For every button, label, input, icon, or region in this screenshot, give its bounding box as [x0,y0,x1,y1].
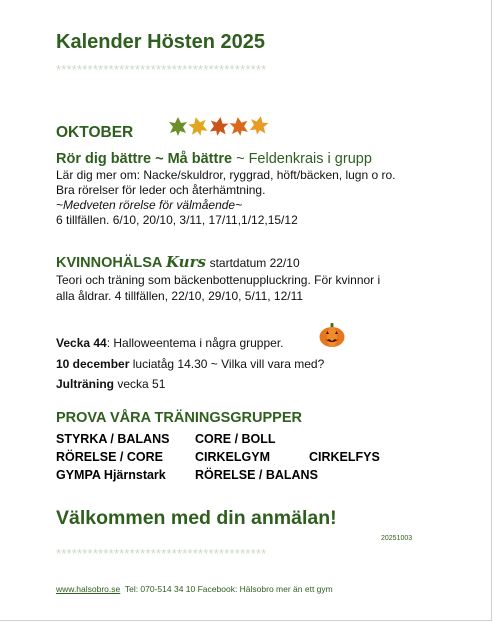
kurs-label: Kurs [165,253,206,271]
event-vecka-44 [56,336,284,351]
footer-contact: Tel: 070-514 34 10 Facebook: Hälsobro mer än ett gym [120,584,333,594]
group-cell: RÖRELSE / CORE [56,450,163,464]
website-link[interactable]: www.halsobro.se [56,584,121,594]
event-jultraning-text: vecka 51 [114,377,166,391]
feldenkrais-line-3: ~Medveten rörelse för välmående~ [56,198,243,212]
event-vecka-44-label: Vecka 44 [56,336,107,350]
event-jultraning [56,377,165,392]
event-vecka-44-text: : Halloweentema i några grupper. [106,336,284,350]
event-lucia [56,357,324,372]
divider-bottom: **************************************** [56,546,267,561]
divider-top: **************************************** [56,62,267,77]
kvinnohalsa-start: startdatum 22/10 [209,256,300,270]
feldenkrais-heading [56,151,372,167]
group-cell: GYMPA Hjärnstark [56,468,166,482]
feldenkrais-title: Rör dig bättre ~ Må bättre [56,151,233,167]
group-cell: CIRKELGYM [195,450,270,464]
feldenkrais-dates: 6 tillfällen. 6/10, 20/10, 3/11, 17/11,1/12,15/12 [56,213,298,227]
feldenkrais-subtitle: Feldenkrais i grupp [248,151,372,167]
group-cell: RÖRELSE / BALANS [195,468,318,482]
autumn-leaves-icon [168,115,272,137]
page-title: Kalender Hösten 2025 [56,31,265,53]
group-cell: STYRKA / BALANS [56,432,170,446]
feldenkrais-line-1: Lär dig mer om: Nacke/skuldror, ryggrad, höft/bäcken, lugn o ro. [56,168,396,182]
kvinnohalsa-title: KVINNOHÄLSA [56,255,163,271]
groups-heading: PROVA VÅRA TRÄNINGSGRUPPER [56,410,302,426]
october-heading: OKTOBER [56,124,134,141]
feldenkrais-line-2: Bra rörelser för leder och återhämtning. [56,183,266,197]
event-lucia-label: 10 december [56,357,130,371]
group-cell: CIRKELFYS [309,450,380,464]
event-lucia-text: luciatåg 14.30 ~ Vilka vill vara med? [129,357,325,371]
kvinnohalsa-line-1: Teori och träning som bäckenbottenuppluckring. För kvinnor i [56,273,381,287]
feldenkrais-sep: ~ [232,151,249,167]
footer [56,584,333,594]
kvinnohalsa-line-2: alla åldrar. 4 tillfällen, 22/10, 29/10, 5/11, 12/11 [56,289,304,303]
kvinnohalsa-heading [56,253,300,271]
welcome-text: Välkommen med din anmälan! [56,507,337,529]
document-code: 20251003 [381,535,413,542]
group-cell: CORE / BOLL [195,432,276,446]
pumpkin-icon [318,322,346,348]
event-jultraning-label: Julträning [56,377,115,391]
